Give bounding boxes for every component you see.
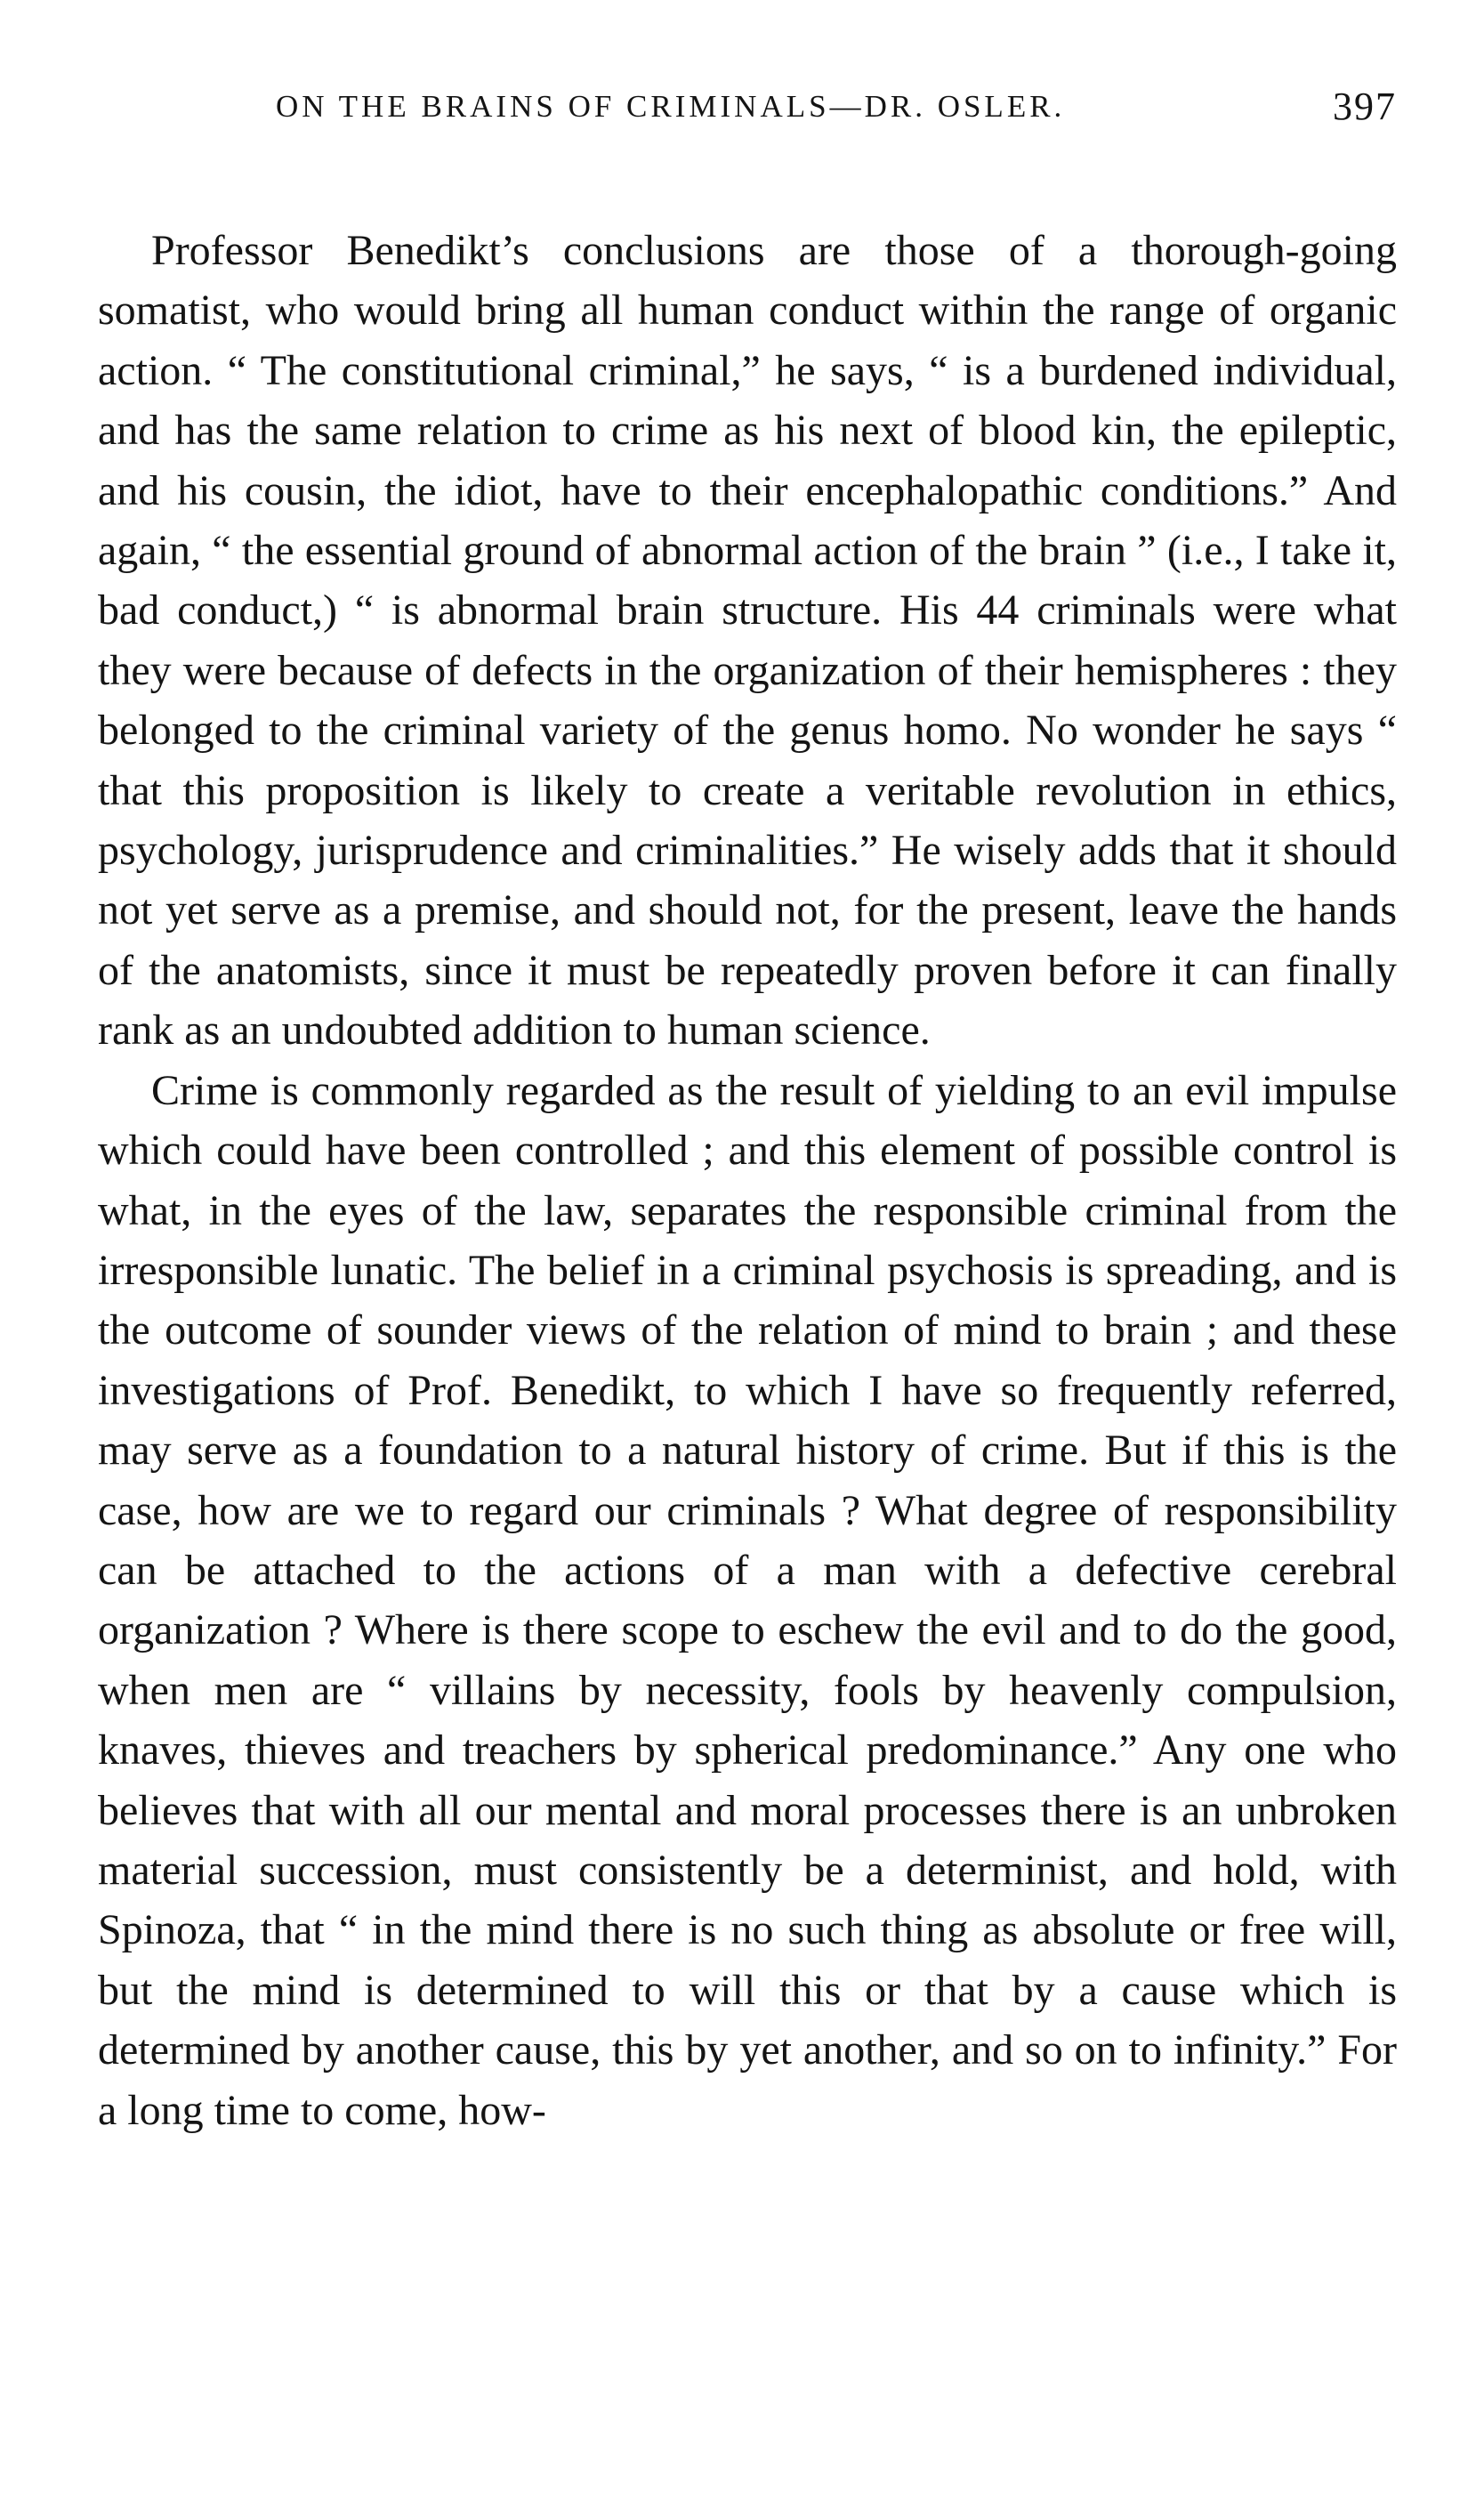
running-title: ON THE BRAINS OF CRIMINALS—DR. OSLER. bbox=[276, 89, 1066, 124]
paragraph: Crime is commonly regarded as the result of yielding to an evil impulse which could have been controlled ; and this element of possible control is what, in the eyes of the law, separates the responsible criminal from the irresponsible lunatic. The belief in a criminal psychosis is spreading, and is the outcome of sounder views of the relation of mind to brain ; and these investigations of Prof. Benedikt, to which I have so frequently referred, may serve as a foundation to a natural history of crime. But if this is the case, how are we to regard our criminals ? What degree of responsibility can be attached to the actions of a man with a defective cerebral organization ? Where is there scope to eschew the evil and to do the good, when men are “ villains by necessity, fools by heavenly compulsion, knaves, thieves and treachers by spherical predominance.” Any one who believes that with all our mental and moral processes there is an unbroken material succession, must consistently be a determinist, and hold, with Spinoza, that “ in the mind there is no such thing as absolute or free will, but the mind is determined to will this or that by a cause which is determined by another cause, this by yet another, and so on to infinity.” For a long time to come, how- bbox=[98, 1066, 1397, 2134]
paragraph: Professor Benedikt’s conclusions are those of a thorough-going somatist, who would bring all human conduct within the range of organic action. “ The constitutional criminal,” he says, “ is a burdened individual, and has the same relation to crime as his next of blood kin, the epileptic, and his cousin, the idiot, have to their encephalopathic conditions.” And again, “ the essential ground of abnormal action of the brain ” (i.e., I take it, bad conduct,) “ is abnormal brain structure. His 44 criminals were what they were because of defects in the organization of their hemispheres : they belonged to the criminal variety of the genus homo. No wonder he says “ that this proposition is likely to create a veritable revolution in ethics, psychology, jurisprudence and criminalities.” He wisely adds that it should not yet serve as a premise, and should not, for the present, leave the hands of the anatomists, since it must be repeatedly proven before it can finally rank as an undoubted addition to human science. bbox=[98, 227, 1397, 1055]
running-head bbox=[98, 85, 1397, 151]
book-page bbox=[98, 85, 1397, 2140]
page-number: 397 bbox=[1333, 85, 1397, 128]
body-text bbox=[98, 221, 1397, 2140]
